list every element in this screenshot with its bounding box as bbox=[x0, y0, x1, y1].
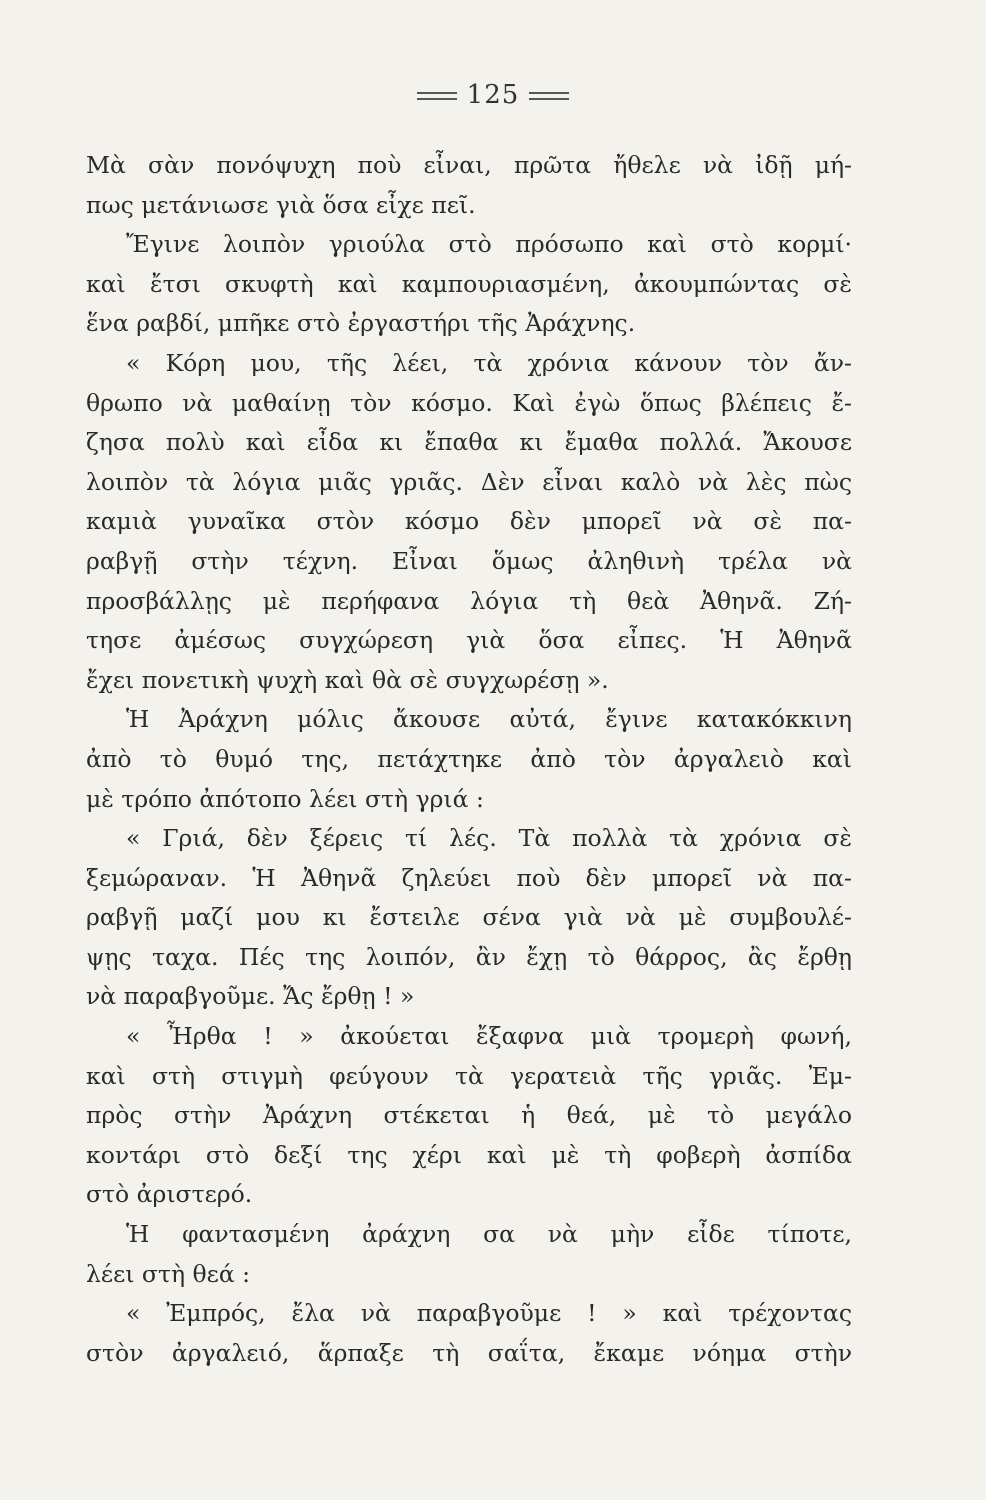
page-number: 125 bbox=[466, 80, 520, 110]
text-line: προσβάλλῃς μὲ περήφανα λόγια τὴ θεὰ Ἀθηνᾶ. Ζή- bbox=[86, 586, 852, 615]
text-line: ἀπὸ τὸ θυμό της, πετάχτηκε ἀπὸ τὸν ἀργαλειὸ καὶ bbox=[86, 744, 852, 773]
body-text bbox=[86, 146, 852, 1373]
text-line: Μὰ σὰν πονόψυχη ποὺ εἶναι, πρῶτα ἤθελε νὰ ἰδῇ μή- bbox=[86, 151, 852, 179]
header-rule-left bbox=[417, 92, 457, 100]
text-line: θρωπο νὰ μαθαίνῃ τὸν κόσμο. Καὶ ἐγὼ ὅπως βλέπεις ἔ- bbox=[86, 388, 852, 417]
text-line: καὶ ἔτσι σκυφτὴ καὶ καμπουριασμένη, ἀκουμπώντας σὲ bbox=[86, 269, 852, 298]
text-line: ξεμώραναν. Ἡ Ἀθηνᾶ ζηλεύει ποὺ δὲν μπορεῖ νὰ πα- bbox=[86, 863, 852, 892]
text-line: καὶ στὴ στιγμὴ φεύγουν τὰ γερατειὰ τῆς γριᾶς. Ἐμ- bbox=[86, 1061, 852, 1090]
text-line: λοιπὸν τὰ λόγια μιᾶς γριᾶς. Δὲν εἶναι καλὸ νὰ λὲς πὼς bbox=[86, 467, 852, 496]
text-line: Ἔγινε λοιπὸν γριούλα στὸ πρόσωπο καὶ στὸ κορμί· bbox=[126, 230, 852, 259]
text-line: Ἡ φαντασμένη ἀράχνη σα νὰ μὴν εἶδε τίποτε, bbox=[126, 1220, 852, 1249]
text-line: πως μετάνιωσε γιὰ ὅσα εἶχε πεῖ. bbox=[86, 190, 476, 219]
text-line: μὲ τρόπο ἀπότοπο λέει στὴ γριά : bbox=[86, 784, 484, 813]
text-line: στὸ ἀριστερό. bbox=[86, 1180, 253, 1209]
text-line: λέει στὴ θεά : bbox=[86, 1259, 251, 1288]
text-line: πρὸς στὴν Ἀράχνη στέκεται ἡ θεά, μὲ τὸ μεγάλο bbox=[86, 1101, 852, 1130]
text-line: ραβγῇ στὴν τέχνη. Εἶναι ὅμως ἀληθινὴ τρέλα νὰ bbox=[86, 546, 852, 575]
text-line: « Κόρη μου, τῆς λέει, τὰ χρόνια κάνουν τὸν ἄν- bbox=[126, 348, 852, 377]
text-line: κοντάρι στὸ δεξί της χέρι καὶ μὲ τὴ φοβερὴ ἀσπίδα bbox=[86, 1140, 852, 1169]
text-line: Ἡ Ἀράχνη μόλις ἄκουσε αὐτά, ἔγινε κατακόκκινη bbox=[126, 705, 852, 734]
text-line: « Ἐμπρός, ἔλα νὰ παραβγοῦμε ! » καὶ τρέχοντας bbox=[126, 1299, 852, 1328]
page-header bbox=[0, 80, 986, 110]
text-line: ζησα πολὺ καὶ εἶδα κι ἔπαθα κι ἔμαθα πολλά. Ἄκουσε bbox=[86, 428, 852, 457]
header-rule-right bbox=[529, 92, 569, 100]
text-line: ἔχει πονετικὴ ψυχὴ καὶ θὰ σὲ συγχωρέσῃ ». bbox=[86, 665, 609, 694]
text-line: « Ἦρθα ! » ἀκούεται ἔξαφνα μιὰ τρομερὴ φωνή, bbox=[126, 1022, 852, 1051]
text-line: ραβγῇ μαζί μου κι ἔστειλε σένα γιὰ νὰ μὲ συμβουλέ- bbox=[86, 903, 852, 932]
text-line: ψῃς ταχα. Πές της λοιπόν, ἂν ἔχῃ τὸ θάρρος, ἂς ἔρθῃ bbox=[86, 942, 852, 971]
text-line: νὰ παραβγοῦμε. Ἄς ἔρθῃ ! » bbox=[86, 982, 415, 1011]
text-line: ἕνα ραβδί, μπῆκε στὸ ἐργαστήρι τῆς Ἀράχνης. bbox=[86, 309, 636, 338]
text-line: τησε ἀμέσως συγχώρεση γιὰ ὅσα εἶπες. Ἡ Ἀθηνᾶ bbox=[86, 626, 852, 655]
text-line: « Γριά, δὲν ξέρεις τί λές. Τὰ πολλὰ τὰ χρόνια σὲ bbox=[126, 824, 852, 853]
text-line: στὸν ἀργαλειό, ἅρπαξε τὴ σαΐτα, ἔκαμε νόημα στὴν bbox=[86, 1338, 852, 1367]
text-line: καμιὰ γυναῖκα στὸν κόσμο δὲν μπορεῖ νὰ σὲ πα- bbox=[86, 507, 852, 536]
